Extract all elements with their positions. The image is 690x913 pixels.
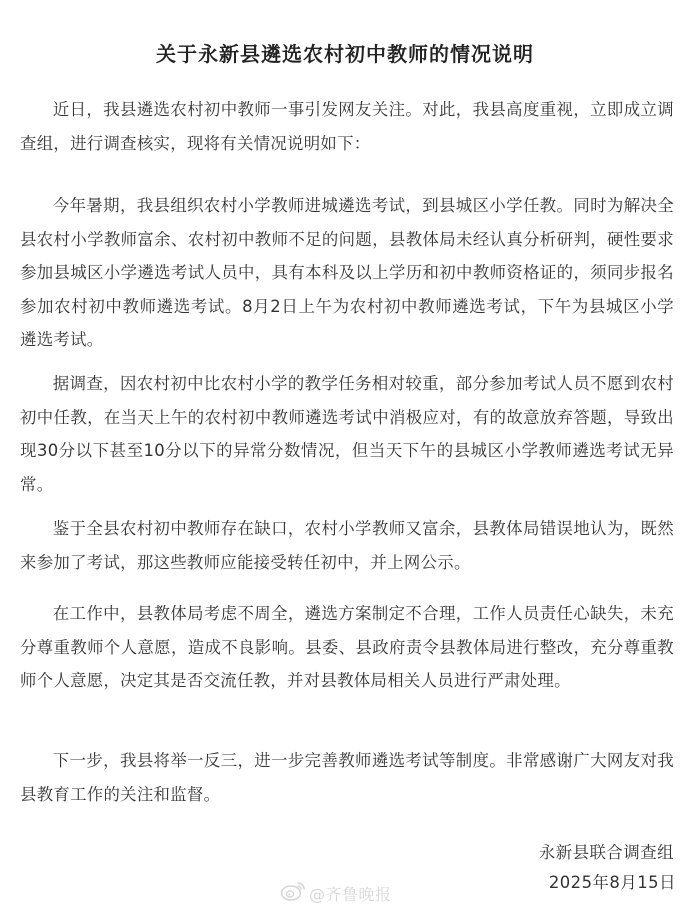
paragraph-background: 今年暑期，我县组织农村小学教师进城遴选考试，到县城区小学任教。同时为解决全县农村小学教师富余、农村初中教师不足的问题，县教体局未经认真分析研判，硬性要求参加县城区小学遴选考试人员中，具有本科及以上学历和初中教师资格证的，须同步报名参加农村初中教师遴选考试。8月2日上午为农村初中教师遴选考试，下午为县城区小学遴选考试。 — [20, 196, 674, 349]
paragraph-error: 鉴于全县农村初中教师存在缺口，农村小学教师又富余，县教体局错误地认为，既然来参加了考试，那这些教师应能接受转任初中，并上网公示。 — [20, 519, 674, 572]
watermark-text: @齐鲁晚报 — [309, 884, 392, 904]
paragraph-next-steps: 下一步，我县将举一反三，进一步完善教师遴选考试等制度。非常感谢广大网友对我县教育工作的关注和监督。 — [20, 751, 674, 804]
signature-organization: 永新县联合调查组 — [538, 843, 674, 862]
document-title: 关于永新县遴选农村初中教师的情况说明 — [156, 42, 534, 66]
watermark — [280, 880, 392, 906]
paragraph-accountability: 在工作中，县教体局考虑不周全，遴选方案制定不合理，工作人员责任心缺失，未充分尊重教师个人意愿，造成不良影响。县委、县政府责令县教体局进行整改，充分尊重教师个人意愿，决定其是否交流任教，并对县教体局相关人员进行严肃处理。 — [20, 604, 674, 690]
weibo-icon — [280, 880, 306, 906]
paragraph-intro: 近日，我县遴选农村初中教师一事引发网友关注。对此，我县高度重视，立即成立调查组，进行调查核实，现将有关情况说明如下： — [20, 100, 674, 153]
signature-date: 2025年8月15日 — [548, 873, 676, 892]
paragraph-investigation: 据调查，因农村初中比农村小学的教学任务相对较重，部分参加考试人员不愿到农村初中任教，在当天上午的农村初中教师遴选考试中消极应对，有的故意放弃答题，导致出现30分以下甚至10分以下的异常分数情况，但当天下午的县城区小学教师遴选考试无异常。 — [20, 374, 674, 494]
